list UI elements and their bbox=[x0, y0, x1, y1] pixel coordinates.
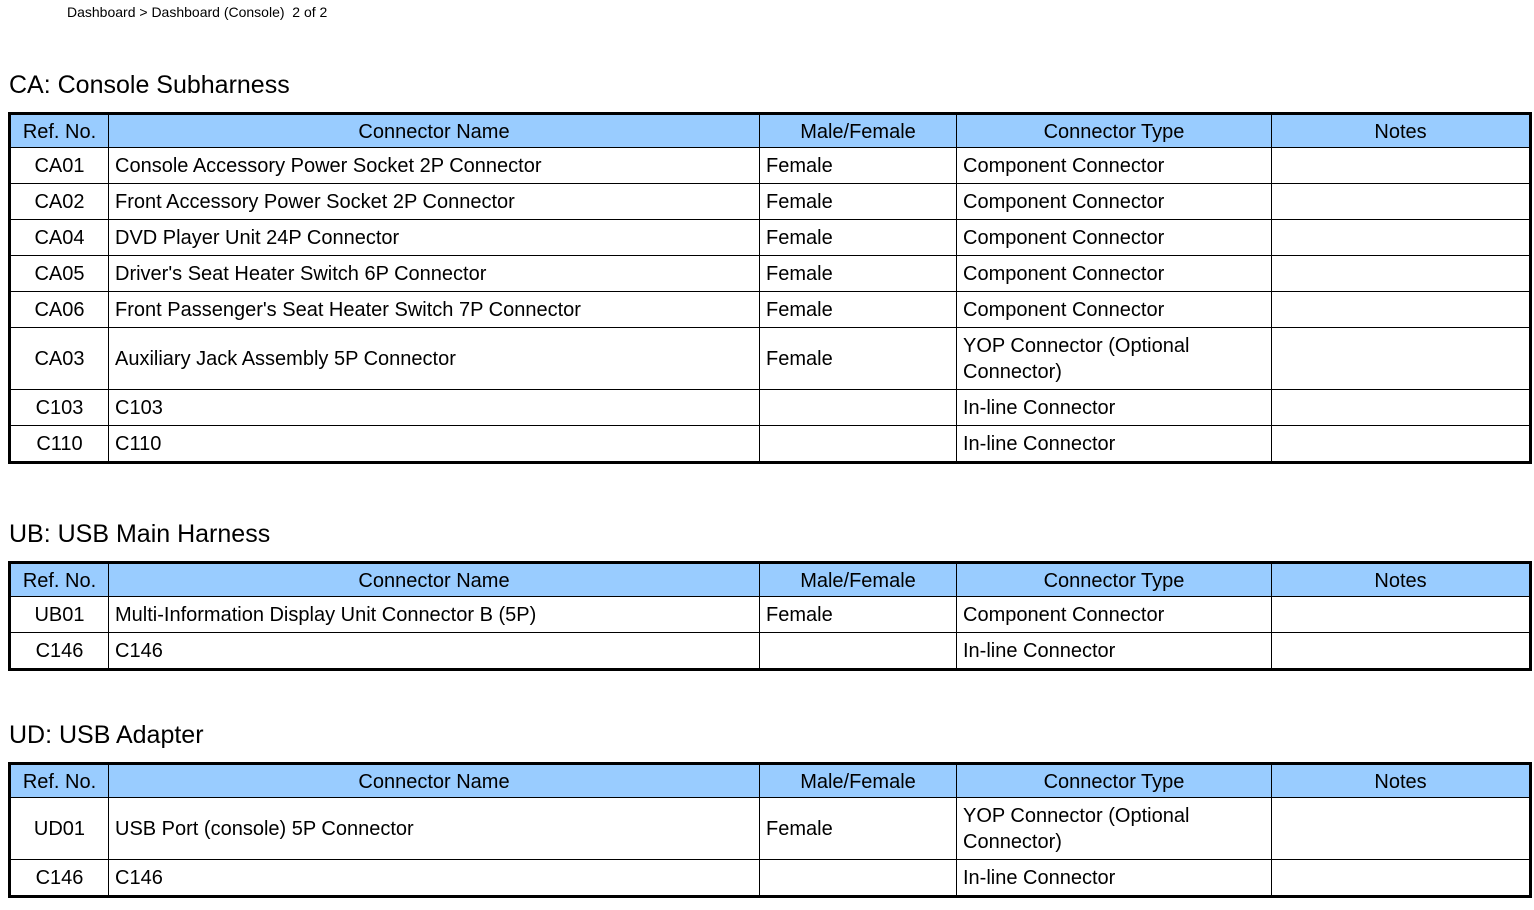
cell-type: In-line Connector bbox=[957, 426, 1272, 463]
cell-notes bbox=[1272, 798, 1531, 860]
connector-table-ub bbox=[8, 561, 1532, 671]
cell-type: In-line Connector bbox=[957, 860, 1272, 897]
cell-name: USB Port (console) 5P Connector bbox=[109, 798, 760, 860]
cell-name: C146 bbox=[109, 633, 760, 670]
col-header-type: Connector Type bbox=[957, 563, 1272, 597]
col-header-name: Connector Name bbox=[109, 563, 760, 597]
cell-notes bbox=[1272, 597, 1531, 633]
cell-male-female: Female bbox=[760, 292, 957, 328]
table-header-row bbox=[10, 563, 1531, 597]
cell-male-female: Female bbox=[760, 220, 957, 256]
cell-notes bbox=[1272, 860, 1531, 897]
col-header-name: Connector Name bbox=[109, 764, 760, 798]
cell-type: In-line Connector bbox=[957, 390, 1272, 426]
cell-notes bbox=[1272, 220, 1531, 256]
cell-name: Driver's Seat Heater Switch 6P Connector bbox=[109, 256, 760, 292]
cell-type: Component Connector bbox=[957, 148, 1272, 184]
connector-table-ud bbox=[8, 762, 1532, 898]
cell-name: Auxiliary Jack Assembly 5P Connector bbox=[109, 328, 760, 390]
cell-type: YOP Connector (Optional Connector) bbox=[957, 328, 1272, 390]
cell-type: Component Connector bbox=[957, 220, 1272, 256]
col-header-notes: Notes bbox=[1272, 563, 1531, 597]
cell-type: Component Connector bbox=[957, 597, 1272, 633]
cell-ref: C103 bbox=[10, 390, 109, 426]
col-header-notes: Notes bbox=[1272, 114, 1531, 148]
section-title-ub: UB: USB Main Harness bbox=[9, 520, 271, 548]
cell-name: C103 bbox=[109, 390, 760, 426]
cell-ref: CA05 bbox=[10, 256, 109, 292]
cell-name: Front Accessory Power Socket 2P Connector bbox=[109, 184, 760, 220]
cell-male-female bbox=[760, 633, 957, 670]
col-header-type: Connector Type bbox=[957, 114, 1272, 148]
cell-name: Console Accessory Power Socket 2P Connector bbox=[109, 148, 760, 184]
table-row bbox=[10, 426, 1531, 463]
col-header-male-female: Male/Female bbox=[760, 114, 957, 148]
cell-notes bbox=[1272, 292, 1531, 328]
table-header-row bbox=[10, 764, 1531, 798]
cell-name: Multi-Information Display Unit Connector B (5P) bbox=[109, 597, 760, 633]
cell-type: Component Connector bbox=[957, 184, 1272, 220]
table-row bbox=[10, 798, 1531, 860]
cell-type: In-line Connector bbox=[957, 633, 1272, 670]
table-row bbox=[10, 860, 1531, 897]
cell-male-female: Female bbox=[760, 328, 957, 390]
cell-ref: C146 bbox=[10, 633, 109, 670]
section-title-ca: CA: Console Subharness bbox=[9, 71, 290, 99]
cell-male-female bbox=[760, 390, 957, 426]
cell-ref: CA03 bbox=[10, 328, 109, 390]
col-header-ref: Ref. No. bbox=[10, 764, 109, 798]
cell-ref: C110 bbox=[10, 426, 109, 463]
cell-name: C110 bbox=[109, 426, 760, 463]
page-indicator: 2 of 2 bbox=[292, 4, 328, 20]
cell-type: Component Connector bbox=[957, 292, 1272, 328]
cell-notes bbox=[1272, 426, 1531, 463]
table-row bbox=[10, 184, 1531, 220]
table-row bbox=[10, 148, 1531, 184]
col-header-male-female: Male/Female bbox=[760, 563, 957, 597]
col-header-ref: Ref. No. bbox=[10, 563, 109, 597]
cell-male-female bbox=[760, 426, 957, 463]
cell-ref: CA02 bbox=[10, 184, 109, 220]
cell-notes bbox=[1272, 390, 1531, 426]
table-row bbox=[10, 597, 1531, 633]
section-title-ud: UD: USB Adapter bbox=[9, 721, 204, 749]
col-header-name: Connector Name bbox=[109, 114, 760, 148]
col-header-type: Connector Type bbox=[957, 764, 1272, 798]
cell-male-female: Female bbox=[760, 256, 957, 292]
table-row bbox=[10, 292, 1531, 328]
table-row bbox=[10, 220, 1531, 256]
cell-ref: C146 bbox=[10, 860, 109, 897]
cell-notes bbox=[1272, 633, 1531, 670]
cell-notes bbox=[1272, 328, 1531, 390]
col-header-ref: Ref. No. bbox=[10, 114, 109, 148]
cell-male-female: Female bbox=[760, 148, 957, 184]
table-row bbox=[10, 390, 1531, 426]
cell-type: Component Connector bbox=[957, 256, 1272, 292]
cell-ref: CA01 bbox=[10, 148, 109, 184]
cell-male-female: Female bbox=[760, 597, 957, 633]
breadcrumb-path: Dashboard > Dashboard (Console) bbox=[67, 4, 285, 20]
col-header-notes: Notes bbox=[1272, 764, 1531, 798]
cell-male-female: Female bbox=[760, 798, 957, 860]
cell-notes bbox=[1272, 148, 1531, 184]
table-row bbox=[10, 328, 1531, 390]
cell-type: YOP Connector (Optional Connector) bbox=[957, 798, 1272, 860]
connector-table-ca bbox=[8, 112, 1532, 464]
cell-ref: UB01 bbox=[10, 597, 109, 633]
cell-name: DVD Player Unit 24P Connector bbox=[109, 220, 760, 256]
cell-notes bbox=[1272, 256, 1531, 292]
table-header-row bbox=[10, 114, 1531, 148]
cell-ref: UD01 bbox=[10, 798, 109, 860]
col-header-male-female: Male/Female bbox=[760, 764, 957, 798]
table-row bbox=[10, 256, 1531, 292]
cell-name: C146 bbox=[109, 860, 760, 897]
cell-male-female bbox=[760, 860, 957, 897]
table-row bbox=[10, 633, 1531, 670]
cell-name: Front Passenger's Seat Heater Switch 7P Connector bbox=[109, 292, 760, 328]
cell-notes bbox=[1272, 184, 1531, 220]
cell-male-female: Female bbox=[760, 184, 957, 220]
cell-ref: CA06 bbox=[10, 292, 109, 328]
breadcrumb bbox=[67, 3, 327, 21]
cell-ref: CA04 bbox=[10, 220, 109, 256]
